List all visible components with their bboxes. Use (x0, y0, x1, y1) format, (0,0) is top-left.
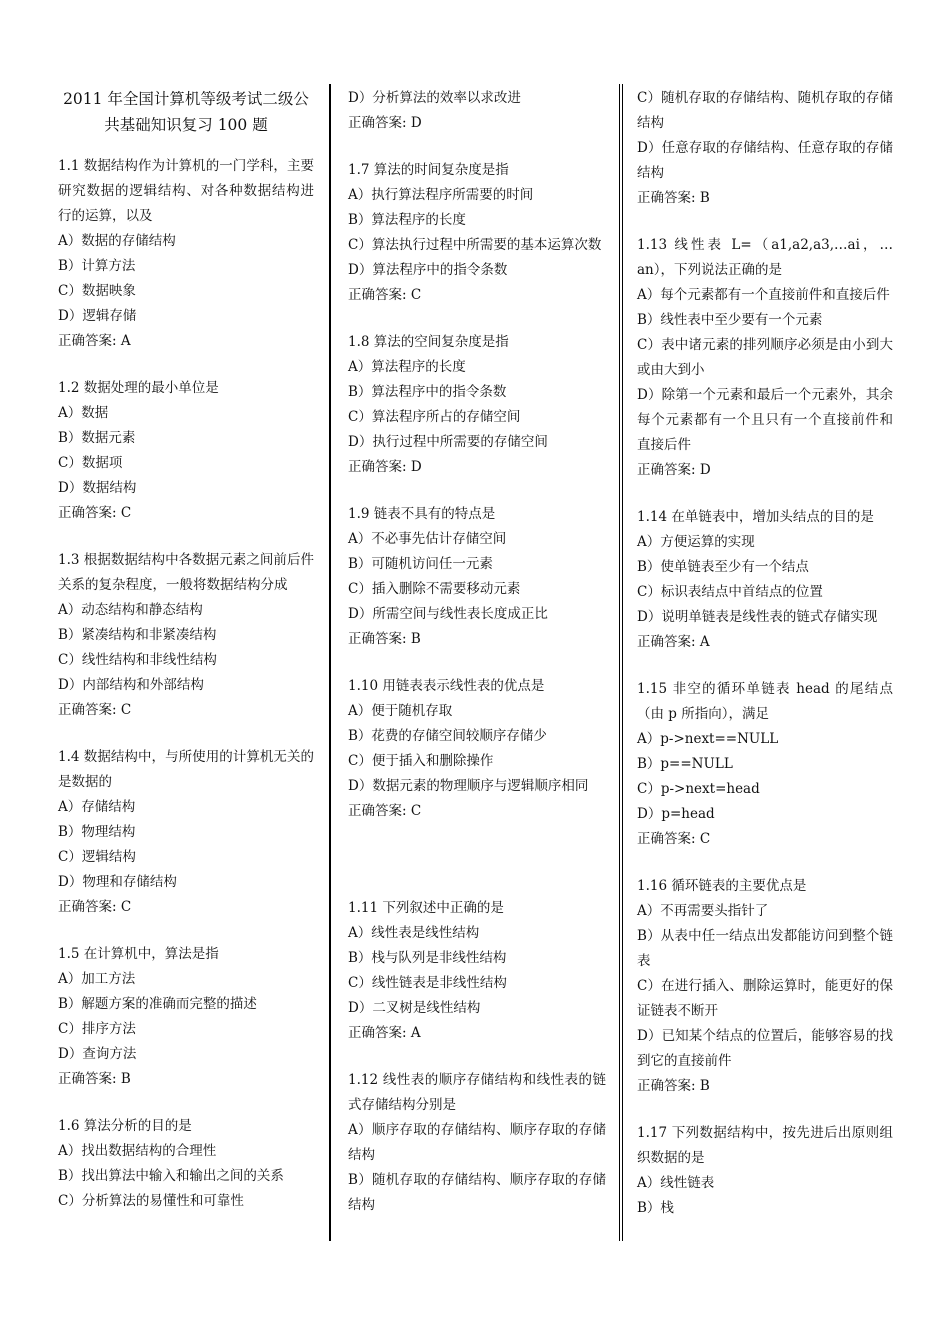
column-divider-2 (619, 84, 623, 1241)
answer-option: D）二叉树是线性结构 (348, 1000, 481, 1016)
correct-answer: 正确答案: B (58, 1071, 131, 1087)
question-block (637, 677, 893, 852)
correct-answer: 正确答案: D (348, 115, 422, 131)
correct-answer: 正确答案: C (58, 702, 132, 718)
correct-answer: 正确答案: D (637, 462, 711, 478)
question-block (58, 942, 314, 1092)
question-block (348, 896, 606, 1046)
answer-option: B）找出算法中输入和输出之间的关系 (58, 1168, 284, 1184)
question-block (637, 1121, 893, 1221)
answer-option: C）逻辑结构 (58, 849, 136, 865)
answer-option: D）执行过程中所需要的存储空间 (348, 434, 548, 450)
answer-option: C）便于插入和删除操作 (348, 753, 494, 769)
correct-answer: 正确答案: A (348, 1025, 421, 1041)
answer-option: B）p==NULL (637, 756, 733, 772)
answer-option: C）线性结构和非线性结构 (58, 652, 217, 668)
correct-answer: 正确答案: C (58, 899, 132, 915)
answer-option: B）算法程序中的指令条数 (348, 384, 507, 400)
question-block (58, 548, 314, 723)
answer-option: A）数据 (58, 405, 109, 421)
column-3 (637, 86, 893, 1243)
question-block (348, 86, 606, 136)
answer-option: B）线性表中至少要有一个元素 (637, 312, 823, 328)
answer-option: C）随机存取的存储结构、随机存取的存储结构 (637, 90, 893, 131)
question-text: 1.10 用链表表示线性表的优点是 (348, 678, 545, 694)
question-block (637, 505, 893, 655)
question-block (637, 86, 893, 211)
question-text: 1.8 算法的空间复杂度是指 (348, 334, 509, 350)
question-text: 1.7 算法的时间复杂度是指 (348, 162, 509, 178)
correct-answer: 正确答案: C (348, 287, 422, 303)
answer-option: C）线性链表是非线性结构 (348, 975, 507, 991)
answer-option: D）说明单链表是线性表的链式存储实现 (637, 609, 878, 625)
answer-option: D）内部结构和外部结构 (58, 677, 204, 693)
answer-option: D）查询方法 (58, 1046, 137, 1062)
question-text: 1.14 在单链表中，增加头结点的目的是 (637, 509, 874, 525)
answer-option: C）算法执行过程中所需要的基本运算次数 (348, 237, 602, 253)
answer-option: A）p->next==NULL (637, 731, 779, 747)
question-text: 1.4 数据结构中，与所使用的计算机无关的是数据的 (58, 749, 314, 790)
document-title: 2011 年全国计算机等级考试二级公共基础知识复习 100 题 (63, 90, 309, 134)
answer-option: A）找出数据结构的合理性 (58, 1143, 217, 1159)
answer-option: D）任意存取的存储结构、任意存取的存储结构 (637, 140, 893, 181)
answer-option: B）随机存取的存储结构、顺序存取的存储结构 (348, 1172, 606, 1213)
answer-option: C）插入删除不需要移动元素 (348, 581, 521, 597)
answer-option: B）栈 (637, 1200, 674, 1216)
answer-option: B）从表中任一结点出发都能访问到整个链表 (637, 928, 893, 969)
answer-option: A）方便运算的实现 (637, 534, 755, 550)
answer-option: A）线性表是线性结构 (348, 925, 480, 941)
question-block (348, 330, 606, 480)
question-block (58, 376, 314, 526)
answer-option: C）排序方法 (58, 1021, 136, 1037)
answer-option: A）线性链表 (637, 1175, 715, 1191)
answer-option: C）表中诸元素的排列顺序必须是由小到大或由大到小 (637, 337, 893, 378)
question-text: 1.15 非空的循环单链表 head 的尾结点（由 p 所指向），满足 (637, 681, 893, 722)
answer-option: D）物理和存储结构 (58, 874, 177, 890)
answer-option: B）可随机访问任一元素 (348, 556, 493, 572)
column-2 (348, 86, 606, 1240)
question-block (58, 745, 314, 920)
answer-option: B）数据元素 (58, 430, 136, 446)
question-text: 1.9 链表不具有的特点是 (348, 506, 496, 522)
answer-option: B）紧凑结构和非紧凑结构 (58, 627, 217, 643)
question-text: 1.3 根据数据结构中各数据元素之间前后件关系的复杂程度，一般将数据结构分成 (58, 552, 314, 593)
correct-answer: 正确答案: B (637, 1078, 710, 1094)
question-block (348, 158, 606, 308)
question-block (348, 502, 606, 652)
question-text: 1.2 数据处理的最小单位是 (58, 380, 219, 396)
question-block (348, 1068, 606, 1218)
correct-answer: 正确答案: C (637, 831, 711, 847)
answer-option: B）解题方案的准确而完整的描述 (58, 996, 257, 1012)
answer-option: A）算法程序的长度 (348, 359, 466, 375)
answer-option: D）除第一个元素和最后一个元素外，其余每个元素都有一个且只有一个直接前件和直接后件 (637, 387, 893, 453)
answer-option: A）不必事先估计存储空间 (348, 531, 507, 547)
question-block (637, 874, 893, 1099)
question-text: 1.1 数据结构作为计算机的一门学科，主要研究数据的逻辑结构、对各种数据结构进行的运算，以及 (58, 158, 314, 224)
answer-option: A）数据的存储结构 (58, 233, 176, 249)
answer-option: C）标识表结点中首结点的位置 (637, 584, 823, 600)
answer-option: B）算法程序的长度 (348, 212, 466, 228)
question-block (348, 674, 606, 824)
column-1 (58, 86, 314, 1236)
answer-option: A）加工方法 (58, 971, 136, 987)
answer-option: C）分析算法的易懂性和可靠性 (58, 1193, 244, 1209)
answer-option: B）计算方法 (58, 258, 136, 274)
column-divider-1 (329, 84, 331, 1241)
answer-option: C）在进行插入、删除运算时，能更好的保证链表不断开 (637, 978, 893, 1019)
question-block (58, 1114, 314, 1214)
answer-option: D）算法程序中的指令条数 (348, 262, 508, 278)
question-text: 1.11 下列叙述中正确的是 (348, 900, 504, 916)
correct-answer: 正确答案: A (58, 333, 131, 349)
question-text: 1.13 线性表 L=（a1,a2,a3,…ai，…an），下列说法正确的是 (637, 237, 893, 278)
answer-option: A）执行算法程序所需要的时间 (348, 187, 534, 203)
answer-option: A）每个元素都有一个直接前件和直接后件 (637, 287, 890, 303)
answer-option: C）数据映象 (58, 283, 136, 299)
answer-option: B）物理结构 (58, 824, 136, 840)
correct-answer: 正确答案: D (348, 459, 422, 475)
question-text: 1.6 算法分析的目的是 (58, 1118, 192, 1134)
correct-answer: 正确答案: A (637, 634, 710, 650)
answer-option: A）顺序存取的存储结构、顺序存取的存储结构 (348, 1122, 606, 1163)
answer-option: D）已知某个结点的位置后，能够容易的找到它的直接前件 (637, 1028, 893, 1069)
correct-answer: 正确答案: C (58, 505, 132, 521)
question-block (58, 154, 314, 354)
answer-option: A）不再需要头指针了 (637, 903, 769, 919)
answer-option: A）动态结构和静态结构 (58, 602, 203, 618)
answer-option: D）分析算法的效率以求改进 (348, 90, 521, 106)
answer-option: D）p=head (637, 806, 715, 822)
correct-answer: 正确答案: B (637, 190, 710, 206)
answer-option: D）逻辑存储 (58, 308, 137, 324)
answer-option: C）数据项 (58, 455, 123, 471)
answer-option: B）栈与队列是非线性结构 (348, 950, 507, 966)
answer-option: A）便于随机存取 (348, 703, 453, 719)
answer-option: A）存储结构 (58, 799, 136, 815)
answer-option: B）花费的存储空间较顺序存储少 (348, 728, 547, 744)
answer-option: B）使单链表至少有一个结点 (637, 559, 809, 575)
answer-option: C）p->next=head (637, 781, 760, 797)
question-block (637, 233, 893, 483)
question-text: 1.16 循环链表的主要优点是 (637, 878, 807, 894)
correct-answer: 正确答案: B (348, 631, 421, 647)
answer-option: C）算法程序所占的存储空间 (348, 409, 521, 425)
answer-option: D）数据元素的物理顺序与逻辑顺序相同 (348, 778, 589, 794)
question-text: 1.5 在计算机中，算法是指 (58, 946, 219, 962)
question-text: 1.12 线性表的顺序存储结构和线性表的链式存储结构分别是 (348, 1072, 606, 1113)
question-text: 1.17 下列数据结构中，按先进后出原则组织数据的是 (637, 1125, 893, 1166)
correct-answer: 正确答案: C (348, 803, 422, 819)
answer-option: D）所需空间与线性表长度成正比 (348, 606, 548, 622)
answer-option: D）数据结构 (58, 480, 137, 496)
